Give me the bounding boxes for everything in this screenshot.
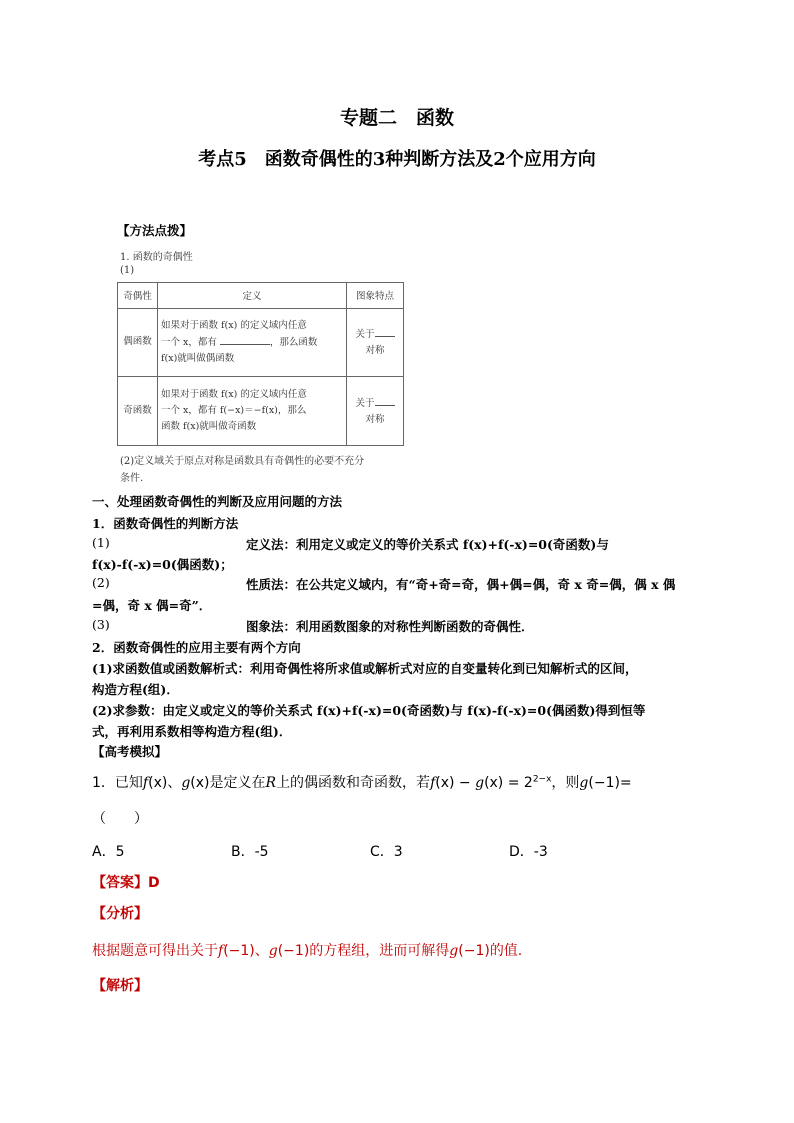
q-math: g	[579, 775, 589, 791]
table-row	[118, 377, 404, 446]
option-c: C．3	[370, 844, 403, 860]
option-a: A．5	[92, 844, 125, 860]
def-line	[161, 334, 343, 351]
method-number: (2)	[92, 575, 110, 590]
method-number: (1)	[92, 535, 110, 550]
method-number: (3)	[92, 617, 110, 632]
def-line: 如果对于函数 f(x) 的定义域内任意	[161, 389, 307, 401]
method-text: 定义法：利用定义或定义的等价关系式 f(x)+f(-x)=0(奇函数)与	[246, 537, 609, 552]
method-text: 图象法：利用函数图象的对称性判断函数的奇偶性．	[246, 619, 534, 634]
method-text-cont: f(x)-f(-x)=0(偶函数)；	[92, 557, 233, 572]
scan-note: (2)定义域关于原点对称是函数具有奇偶性的必要不充分	[120, 456, 365, 467]
application-text: (2)求参数：由定义或定义的等价关系式 f(x)+f(-x)=0(奇函数)与 f(x)-f(-x)=0(偶函数)得到恒等	[92, 703, 646, 718]
q-math: g	[475, 775, 485, 791]
analysis-part: 根据题意可得出关于	[92, 943, 218, 959]
subsection-title: 1．函数奇偶性的判断方法	[92, 516, 239, 531]
fill-blank	[375, 395, 395, 406]
q-part: 1．已知	[92, 775, 143, 791]
analysis-math: g	[449, 943, 459, 959]
q-math: R	[265, 775, 277, 791]
scan-heading: 1. 函数的奇偶性	[120, 252, 193, 263]
row-definition	[158, 308, 347, 377]
analysis-part: 的方程组，进而可解得	[309, 943, 450, 959]
feature-text: 关于	[355, 397, 375, 409]
method-text-cont: =偶，奇 x 偶=奇”．	[92, 598, 212, 613]
q-part: 是定义在	[209, 775, 266, 791]
analysis-label: 【分析】	[92, 906, 148, 922]
fill-blank	[220, 334, 270, 345]
q-part: 、	[167, 775, 182, 791]
feature-line: 对称	[365, 413, 385, 425]
def-line: 函数 f(x)就叫做奇函数	[161, 421, 257, 433]
method-label: 【方法点拨】	[117, 223, 193, 238]
analysis-math: (−1)	[458, 943, 490, 959]
table-header-cell: 图象特点	[347, 283, 404, 309]
exam-label: 【高考模拟】	[92, 744, 168, 759]
question-text	[92, 772, 632, 792]
def-line: 一个 x，都有 f(−x)＝−f(x)，那么	[161, 405, 307, 417]
analysis-text	[92, 940, 522, 960]
solution-label: 【解析】	[92, 978, 148, 994]
parity-table	[117, 282, 404, 446]
analysis-math: f	[218, 943, 224, 959]
analysis-math: (−1)	[277, 943, 310, 959]
table-header-row	[118, 283, 404, 309]
application-text-cont: 式，再利用系数相等构造方程(组)．	[92, 724, 292, 739]
scan-note-cont: 条件.	[120, 473, 144, 484]
feature-line: 对称	[365, 344, 385, 356]
application-text-cont: 构造方程(组)．	[92, 682, 179, 697]
row-name: 奇函数	[118, 377, 158, 446]
q-math: f	[430, 775, 436, 791]
section-title: 一、处理函数奇偶性的判断及应用问题的方法	[92, 494, 343, 509]
page-subtitle: 考点5 函数奇偶性的3种判断方法及2个应用方向	[198, 149, 596, 170]
def-text: 一个 x，都有	[161, 336, 217, 348]
question-parens: （ ）	[92, 811, 148, 827]
subsection-title: 2．函数奇偶性的应用主要有两个方向	[92, 640, 301, 655]
q-part: 上的偶函数和奇函数，若	[276, 775, 431, 791]
q-math: (x) = 2	[484, 775, 533, 791]
row-name: 偶函数	[118, 308, 158, 377]
q-math: (x)	[190, 775, 210, 791]
feature-text: 关于	[355, 328, 375, 340]
page-topic: 专题二 函数	[339, 107, 454, 129]
def-text: ，那么函数	[269, 336, 318, 348]
option-d: D．-3	[509, 844, 548, 860]
analysis-part: 的值.	[489, 943, 523, 959]
q-math: (x) −	[435, 775, 476, 791]
table-header-cell: 定义	[158, 283, 347, 309]
q-part: ，则	[551, 775, 580, 791]
option-b: B．-5	[231, 844, 269, 860]
def-line: f(x)就叫做偶函数	[161, 352, 235, 364]
feature-line	[350, 395, 400, 412]
q-math: g	[181, 775, 191, 791]
method-text: 性质法：在公共定义域内，有“奇+奇=奇，偶+偶=偶，奇 x 奇=偶，偶 x 偶	[246, 577, 676, 592]
q-math: f	[142, 775, 149, 791]
feature-line	[350, 326, 400, 343]
fill-blank	[375, 326, 395, 337]
q-math: (x)	[148, 775, 168, 791]
row-feature	[347, 308, 404, 377]
table-header-cell: 奇偶性	[118, 283, 158, 309]
answer-label: 【答案】D	[92, 875, 160, 891]
analysis-math: (−1)	[223, 943, 255, 959]
analysis-math: g	[268, 943, 278, 959]
application-text: (1)求函数值或函数解析式：利用奇偶性将所求值或解析式对应的自变量转化到已知解析式的区间，	[92, 661, 638, 676]
row-feature	[347, 377, 404, 446]
q-math: (−1)=	[588, 775, 632, 791]
table-row	[118, 308, 404, 377]
scan-sub1: (1)	[120, 265, 135, 276]
def-line: 如果对于函数 f(x) 的定义域内任意	[161, 319, 307, 331]
q-exponent: 2−x	[532, 774, 552, 785]
analysis-part: 、	[254, 943, 269, 959]
row-definition	[158, 377, 347, 446]
